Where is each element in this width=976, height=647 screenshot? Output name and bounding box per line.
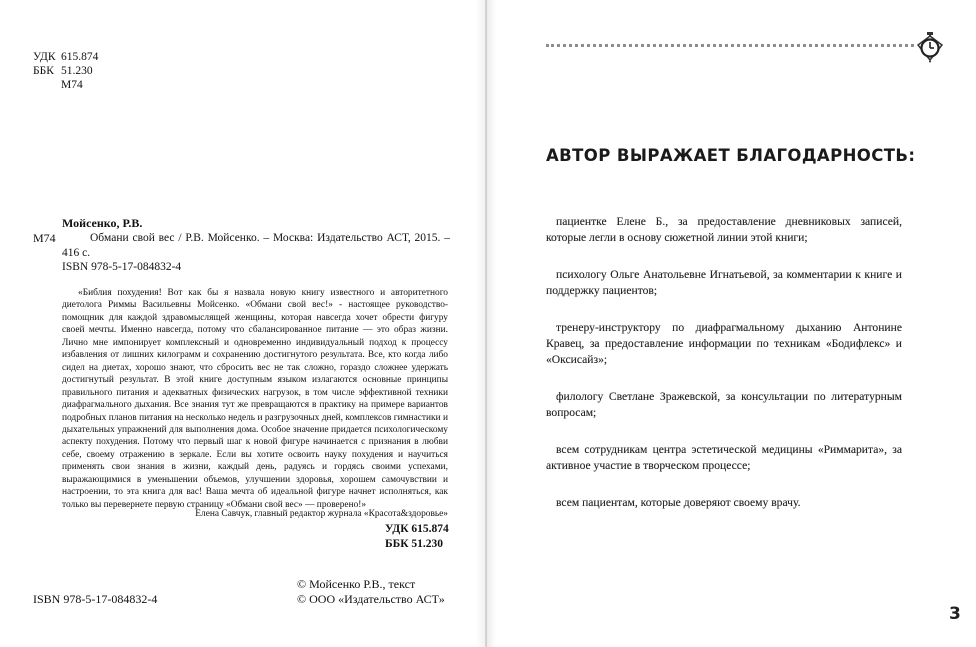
list-item: психологу Ольге Анатольевне Игнатьевой, за комментарии к книге и поддержку пациентов;: [546, 268, 902, 297]
classification-row-udk: УДК 615.874: [33, 51, 99, 63]
right-page: [496, 0, 976, 647]
isbn-line: ISBN 978-5-17-084832-4: [62, 261, 182, 273]
author-heading: Мойсенко, Р.В.: [62, 216, 143, 230]
list-item: всем пациентам, которые доверяют своему врачу.: [556, 496, 801, 509]
dotted-rule: [546, 44, 914, 47]
copyright-block: [297, 577, 445, 607]
udk-bottom: УДК 615.874: [385, 523, 449, 535]
page-number: 3: [949, 604, 961, 624]
author-mark: М74: [33, 231, 56, 245]
classification-block: [33, 50, 98, 92]
list-item: всем сотрудникам центра эстетической медицины «Риммарита», за активное участие в творческом процессе;: [546, 443, 902, 472]
list-item: тренеру-инструктору по диафрагмальному дыханию Антонине Кравец, за предоставление информации по техникам «Бодифлекс» и «Оксисайз»;: [546, 321, 902, 366]
annotation-signature: Елена Савчук, главный редактор журнала «Красота&здоровье»: [195, 509, 448, 519]
acknowledgements-list: [546, 214, 902, 532]
classification-row-mark: М74: [61, 79, 83, 91]
acknowledgements-title: АВТОР ВЫРАЖАЕТ БЛАГОДАРНОСТЬ:: [546, 146, 916, 165]
annotation-text: «Библия похудения! Вот как бы я назвала новую книгу известного и авторитетного диетолога Риммы Васильевны Мойсенко. «Обмани свой вес!» - настоящее руководство-помощник для каждой здравомыслящей женщины, которая навсегда хочет обрести фигуру своей мечты. Именно навсегда, потому что сбалансированное питание — это образ жизни. Лично мне импонирует комплексный и одновременно индивидуальный подход к процессу избавления от лишних килограмм и сохранению достигнутого результата. Все, кто когда либо сидел на диетах, хорошо знают, что сбросить вес не так сложно, гораздо сложнее удержать достигнутый результат. В этой книге доступным языком излагаются основные принципы правильного питания и адекватных физических нагрузок, в том числе эффективной техники диафрагмального дыхания. Все знания тут же превращаются в практику на примере вариантов подробных планов питания на несколько недель и разгрузочных дней, комплексов гимнастики и дыхательных упражнений для выполнения дома. Особое значение придается психологическому аспекту похудения. Потому что первый шаг к новой фигуре начинается с признания в любви себе, своему отражению в зеркале. Если вы хотите освоить науку похудения и научиться применять свои знания в жизни, каждый день, радуясь и гордясь своими успехами, выражающимися в уменьшении объемов, улучшении здоровья, хорошем самочувствии и настроении, то эта книга для вас! Ваша мечта об идеальной фигуре начнет исполняться, как только вы перевернете первую страницу «Обмани свой вес» — проверено!»: [62, 288, 448, 510]
classification-bottom: [385, 522, 449, 552]
list-item: филологу Светлане Зражевской, за консультации по литературным вопросам;: [546, 390, 902, 419]
book-gutter: [476, 0, 496, 647]
list-item: пациентке Елене Б., за предоставление дневниковых записей, которые легли в основу сюжетной линии этой книги;: [546, 215, 902, 244]
classification-row-bbk: ББК 51.230: [33, 65, 93, 77]
stopwatch-icon: [915, 31, 945, 63]
bbk-bottom: ББК 51.230: [385, 538, 444, 550]
left-page: [0, 0, 486, 647]
copyright-publisher: © ООО «Издательство АСТ»: [297, 592, 445, 606]
copyright-author: © Мойсенко Р.В., текст: [297, 577, 416, 591]
bibliographic-entry: Обмани свой вес / Р.В. Мойсенко. – Москва: Издательство АСТ, 2015. – 416 с.: [62, 232, 450, 259]
isbn-bottom: ISBN 978-5-17-084832-4: [33, 592, 158, 606]
